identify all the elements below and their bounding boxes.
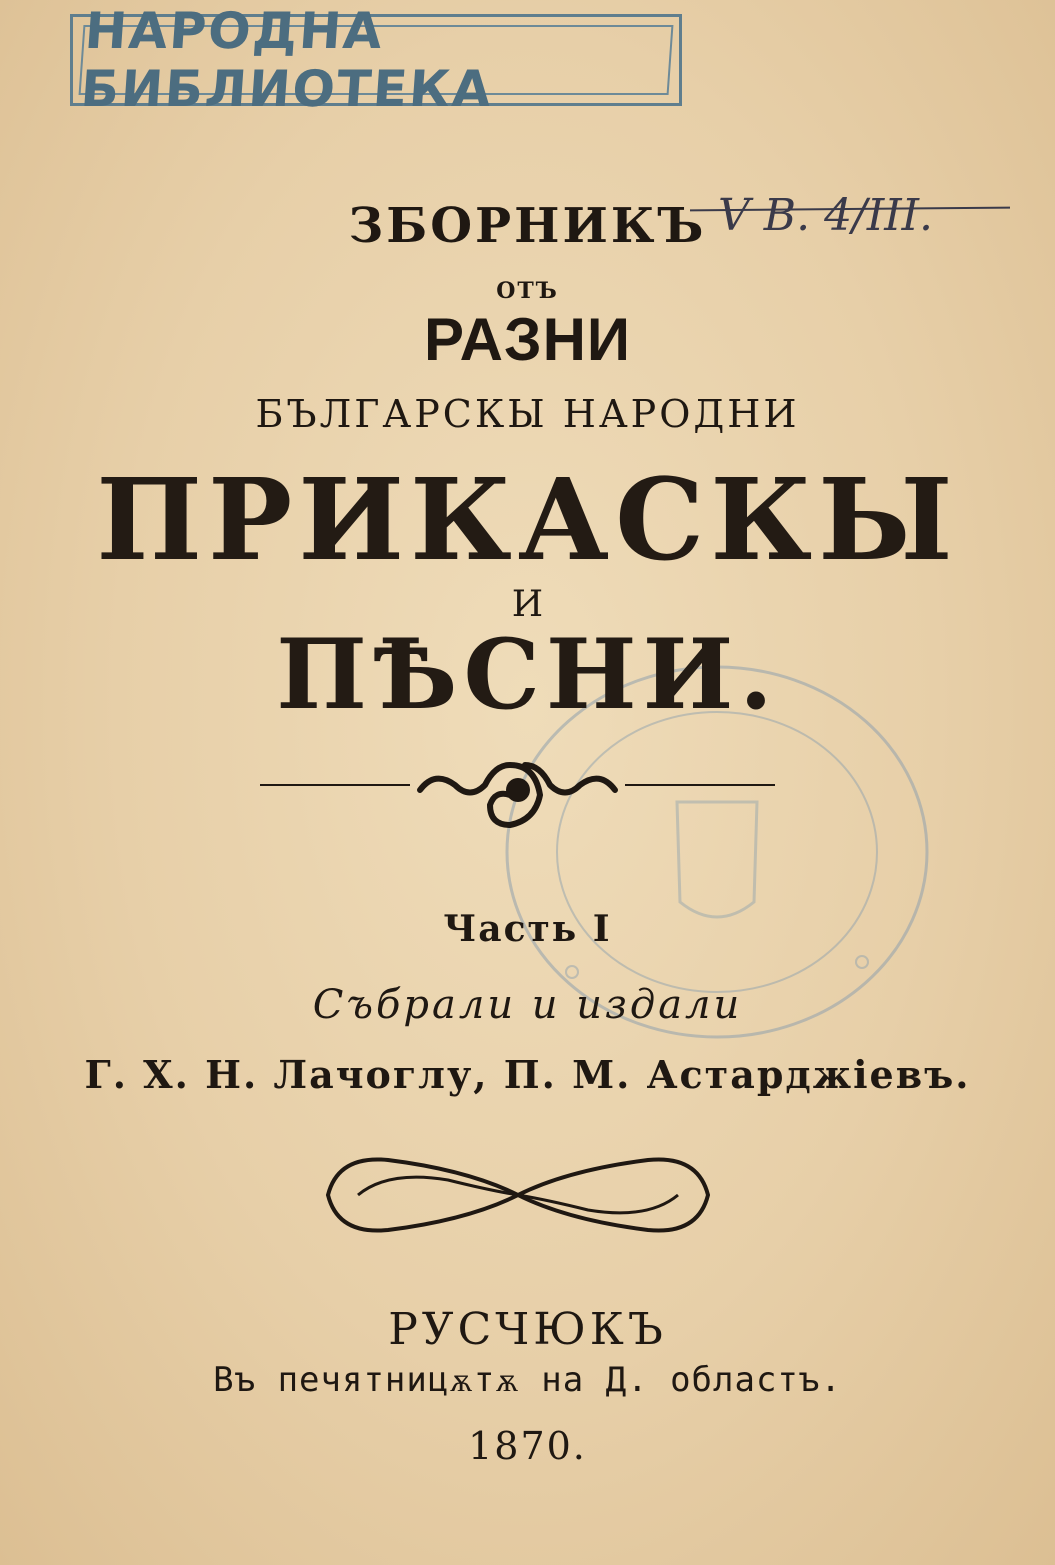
part-label: Часть I [443, 908, 612, 950]
library-stamp [70, 2, 682, 118]
title-line-2: ОТЪ [496, 278, 559, 304]
title-line-7: ПѢСНИ. [276, 618, 779, 731]
title-line-4: БЪЛГАРСКЫ НАРОДНИ [255, 392, 800, 436]
shelfmark: V B. 4/III. [718, 190, 934, 241]
title-line-1: ЗБОРНИКЪ [348, 198, 707, 254]
title-line-6: И [511, 584, 544, 625]
title-line-5: ПРИКАСКЫ [96, 455, 959, 586]
collected-label: Събрали и издали [312, 982, 743, 1028]
floral-ornament-icon [260, 740, 775, 840]
imprint-year: 1870. [468, 1424, 587, 1468]
imprint-press: Въ печятницѫтѫ на Д. областъ. [213, 1360, 842, 1400]
authors: Г. Х. Н. Лачоглу, П. М. Астарджіевъ. [84, 1052, 971, 1097]
scroll-flourish-icon [318, 1140, 726, 1250]
title-line-3: РАЗНИ [423, 306, 632, 373]
imprint-city: РУСЧЮКЪ [388, 1304, 667, 1355]
library-stamp-text: НАРОДНА БИБЛИОТЕКА [79, 25, 674, 95]
